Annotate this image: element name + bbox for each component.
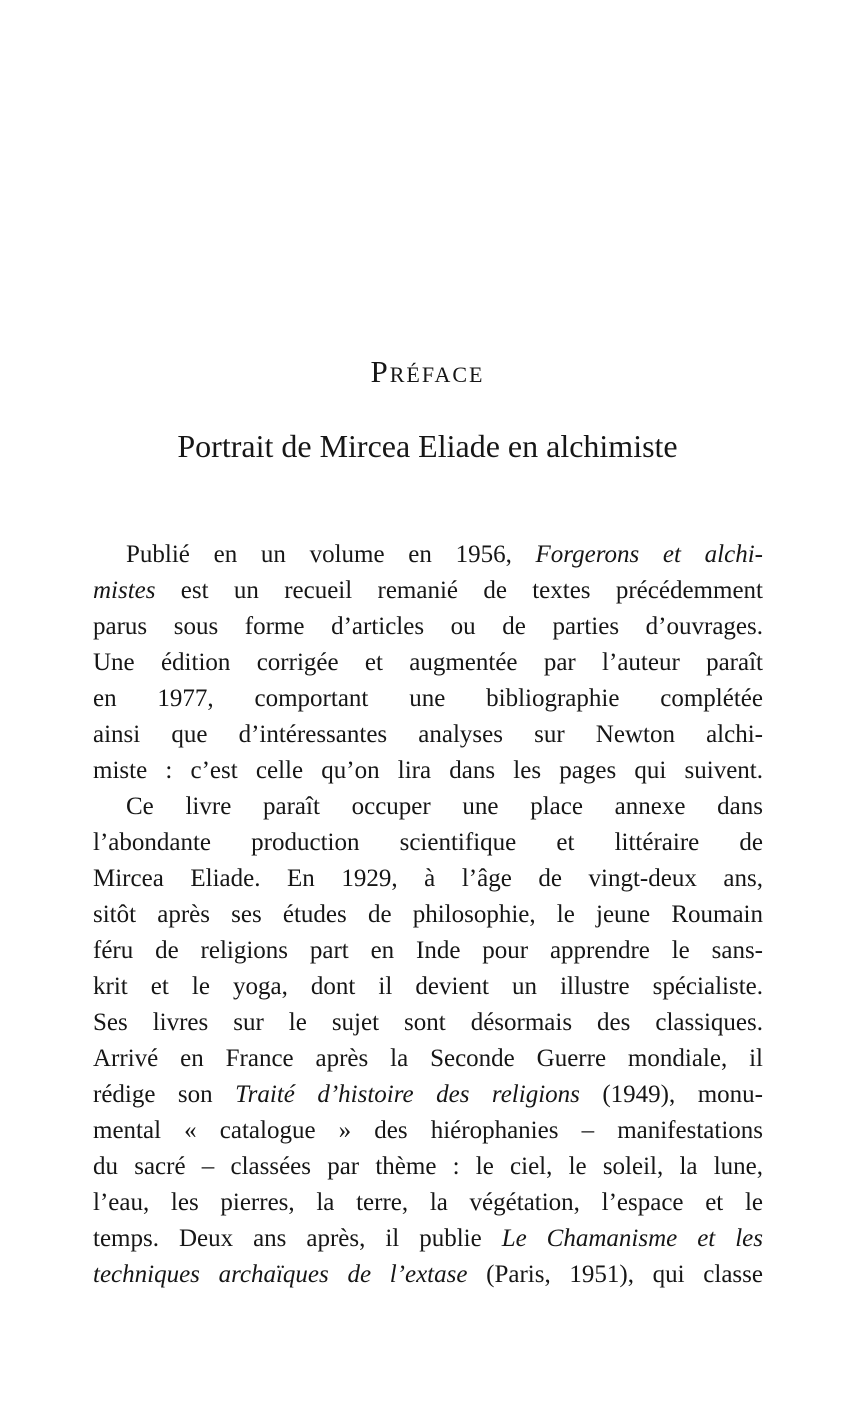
text-segment: l’abondante production scientifique et littéraire de [93, 829, 763, 856]
text-segment: Ce livre paraît occuper une place annexe dans [126, 793, 763, 820]
chapter-heading: Préface [370, 354, 485, 389]
text-segment: Ses livres sur le sujet sont désormais des classiques. [93, 1009, 763, 1036]
text-segment: Publié en un volume en 1956, [126, 541, 536, 568]
text-segment: Mircea Eliade. En 1929, à l’âge de vingt-deux ans, [93, 865, 763, 892]
text-line [93, 1041, 763, 1077]
text-segment: Arrivé en France après la Seconde Guerre mondiale, il [93, 1045, 763, 1072]
text-line [93, 789, 763, 825]
text-segment: est un recueil remanié de textes précédemment [155, 577, 763, 604]
text-segment: Une édition corrigée et augmentée par l’auteur paraît [93, 649, 763, 676]
text-line [93, 537, 763, 573]
text-line [93, 1221, 763, 1257]
text-line [93, 1005, 763, 1041]
text-segment: en 1977, comportant une bibliographie complétée [93, 685, 763, 712]
italic-text-segment: Forgerons et alchi- [535, 541, 763, 568]
text-line [93, 1185, 763, 1221]
italic-text-segment: Traité d’histoire des religions [235, 1081, 580, 1108]
text-line [93, 1077, 763, 1113]
italic-text-segment: Le Chamanisme et les [501, 1225, 763, 1252]
text-line [93, 717, 763, 753]
text-line [93, 609, 763, 645]
text-line [93, 1257, 763, 1293]
text-segment: mental « catalogue » des hiérophanies – manifestations [93, 1117, 763, 1144]
text-segment: sitôt après ses études de philosophie, le jeune Roumain [93, 901, 763, 928]
text-line [93, 681, 763, 717]
page-title: Portrait de Mircea Eliade en alchimiste [177, 428, 678, 464]
italic-text-segment: mistes [93, 577, 156, 604]
text-segment: rédige son [93, 1081, 236, 1108]
text-segment: temps. Deux ans après, il publie [93, 1225, 502, 1252]
italic-text-segment: techniques archaïques de l’extase [93, 1261, 468, 1288]
text-line [93, 897, 763, 933]
text-segment: parus sous forme d’articles ou de parties d’ouvrages. [93, 613, 763, 640]
text-line [93, 933, 763, 969]
text-segment: (1949), monu- [579, 1081, 763, 1108]
text-segment: krit et le yoga, dont il devient un illustre spécialiste. [93, 973, 763, 1000]
text-line [93, 1113, 763, 1149]
text-segment: (Paris, 1951), qui classe [467, 1261, 763, 1288]
body-text [93, 537, 763, 1293]
text-segment: ainsi que d’intéressantes analyses sur Newton alchi- [93, 721, 763, 748]
text-segment: du sacré – classées par thème : le ciel, le soleil, la lune, [93, 1153, 763, 1180]
text-line [93, 969, 763, 1005]
text-line [93, 753, 763, 789]
text-line [93, 1149, 763, 1185]
text-segment: miste : c’est celle qu’on lira dans les pages qui suivent. [93, 757, 763, 784]
text-segment: l’eau, les pierres, la terre, la végétation, l’espace et le [93, 1189, 763, 1216]
text-line [93, 825, 763, 861]
text-line [93, 645, 763, 681]
text-line [93, 573, 763, 609]
text-line [93, 861, 763, 897]
text-segment: féru de religions part en Inde pour apprendre le sans- [93, 937, 763, 964]
